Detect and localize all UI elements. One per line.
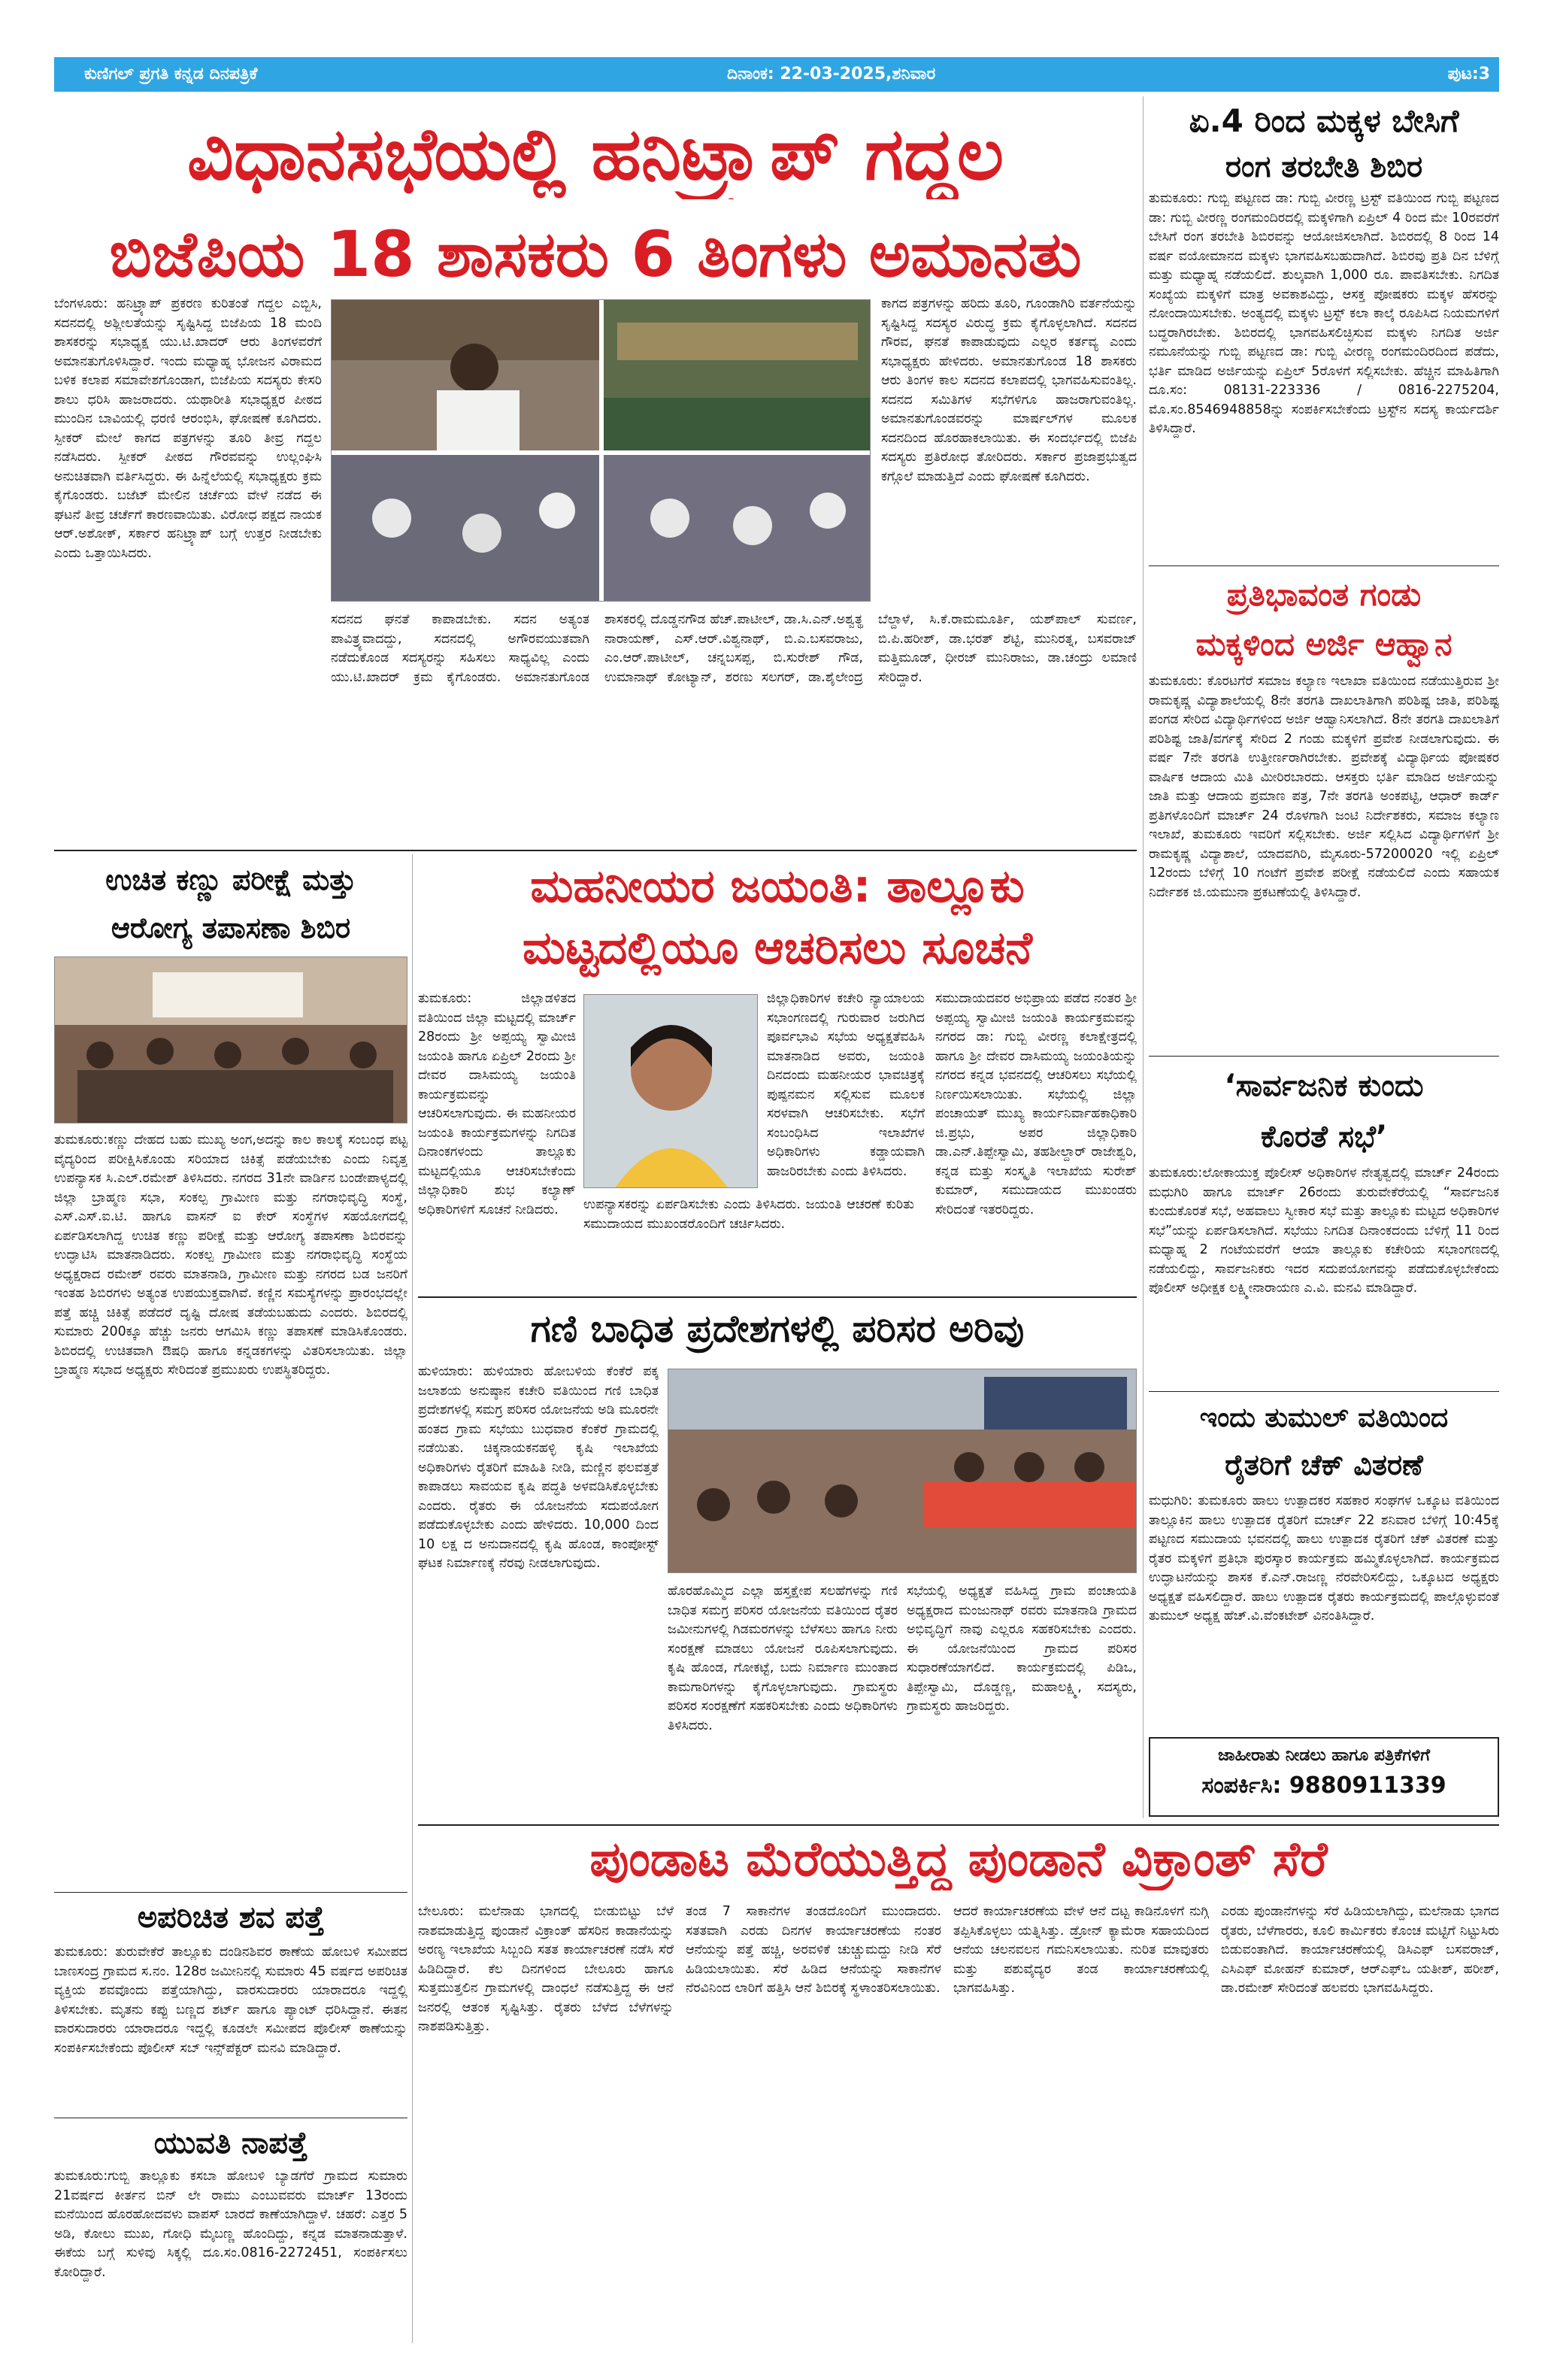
portrait <box>584 995 758 1188</box>
rule-under-jayanti <box>418 1296 1137 1298</box>
vikranth-headline: ಪುಂಡಾಟ ಮೆರೆಯುತ್ತಿದ್ದ ಪುಂಡಾನೆ ವಿಕ್ರಾಂತ್ ಸೆರೆ <box>589 1832 1328 1887</box>
lead-headline-1: ವಿಧಾನಸಭೆಯಲ್ಲಿ ಹನಿಟ್ರ್ಯಾಪ್ ಗದ್ದಲ <box>186 112 1004 196</box>
jayanti-headline-2: ಮಟ್ಟದಲ್ಲಿಯೂ ಆಚರಿಸಲು ಸೂಚನೆ <box>523 922 1032 975</box>
unknown-body-title: ಅಪರಿಚಿತ ಶವ ಪತ್ತೆ <box>137 1900 325 1935</box>
vikranth-col-3: ಆದರೆ ಕಾರ್ಯಾಚರಣೆಯ ವೇಳೆ ಆನೆ ದಟ್ಟ ಕಾಡಿನೊಳಗೆ ನುಗ್ಗಿ ತಪ್ಪಿಸಿಕೊಳ್ಳಲು ಯತ್ನಿಸಿತ್ತು. ಡ್ರೋನ್ ಕ್ಯಾಮೆರಾ ಸಹಾಯದಿಂದ ಆನೆಯ ಚಲನವಲನ ಗಮನಿಸಲಾಯಿತು. ನುರಿತ ಮಾವುತರು ಮತ್ತು ಪಶುವೈದ್ಯರ ತಂಡ ಕಾರ್ಯಾಚರಣೆಯಲ್ಲಿ ಭಾಗವಹಿಸಿತ್ತು. <box>953 1904 1209 1996</box>
rule-right-2 <box>1149 1056 1499 1057</box>
talent-title-2: ಮಕ್ಕಳಿಂದ ಅರ್ಜಿ ಆಹ್ವಾನ <box>1195 626 1453 662</box>
left-column-rule <box>412 854 413 2343</box>
rule-right-3 <box>1149 1391 1499 1392</box>
right-column-rule <box>1143 96 1144 1818</box>
jayanti-col-1: ತುಮಕೂರು: ಜಿಲ್ಲಾಡಳಿತದ ವತಿಯಿಂದ ಜಿಲ್ಲಾ ಮಟ್ಟದಲ್ಲಿ ಮಾರ್ಚ್ 28ರಂದು ಶ್ರೀ ಅಪ್ಪಯ್ಯ ಸ್ವಾಮೀಜಿ ಜಯಂತಿ ಹಾಗೂ ಏಪ್ರಿಲ್ 2ರಂದು ಶ್ರೀ ದೇವರ ದಾಸಿಮಯ್ಯ ಜಯಂತಿ ಕಾರ್ಯಕ್ರಮವನ್ನು ಆಚರಿಸಲಾಗುವುದು. ಈ ಮಹನೀಯರ ಜಯಂತಿ ಕಾರ್ಯಕ್ರಮಗಳನ್ನು ನಿಗದಿತ ದಿನಾಂಕಗಳಂದು ತಾಲ್ಲೂಕು ಮಟ್ಟದಲ್ಲಿಯೂ ಆಚರಿಸಬೇಕೆಂದು ಜಿಲ್ಲಾಧಿಕಾರಿ ಶುಭ ಕಲ್ಯಾಣ್ ಅಧಿಕಾರಿಗಳಿಗೆ ಸೂಚನೆ ನೀಡಿದರು. <box>418 991 576 1217</box>
grievance-title-2: ಕೊರತೆ ಸಭೆ’ <box>1260 1120 1388 1154</box>
eye-title-1: ಉಚಿತ ಕಣ್ಣು ಪರೀಕ್ಷೆ ಮತ್ತು <box>105 863 356 896</box>
issue-date: ದಿನಾಂಕ: 22-03-2025,ಶನಿವಾರ <box>727 65 936 83</box>
jayanti-col-2: ಜಿಲ್ಲಾಧಿಕಾರಿಗಳ ಕಚೇರಿ ನ್ಯಾಯಾಲಯ ಸಭಾಂಗಣದಲ್ಲಿ ಗುರುವಾರ ಜರುಗಿದ ಪೂರ್ವಭಾವಿ ಸಭೆಯ ಅಧ್ಯಕ್ಷತೆವಹಿಸಿ ಮಾತನಾಡಿದ ಅವರು, ಜಯಂತಿ ದಿನದಂದು ಮಹನೀಯರ ಭಾವಚಿತ್ರಕ್ಕೆ ಪುಷ್ಪನಮನ ಸಲ್ಲಿಸುವ ಮೂಲಕ ಸರಳವಾಗಿ ಆಚರಿಸಬೇಕು. ಸಭೆಗೆ ಸಂಬಂಧಿಸಿದ ಇಲಾಖೆಗಳ ಅಧಿಕಾರಿಗಳು ಕಡ್ಡಾಯವಾಗಿ ಹಾಜರಿರಬೇಕು ಎಂದು ತಿಳಿಸಿದರು. <box>767 991 925 1179</box>
deputy-commissioner-photo <box>583 994 758 1188</box>
grievance-body: ತುಮಕೂರು:ಲೋಕಾಯುಕ್ತ ಪೊಲೀಸ್ ಅಧಿಕಾರಿಗಳ ನೇತೃತ್ವದಲ್ಲಿ ಮಾರ್ಚ್ 24ರಂದು ಮಧುಗಿರಿ ಹಾಗೂ ಮಾರ್ಚ್ 26ರಂದು ತುರುವೇಕೆರೆಯಲ್ಲಿ “ಸಾರ್ವಜನಿಕ ಕುಂದುಕೊರತೆ ಸಭೆ, ಅಹವಾಲು ಸ್ವೀಕಾರ ಸಭೆ ಮತ್ತು ತಾಲ್ಲೂಕು ಮಟ್ಟದ ಅಧಿಕಾರಿಗಳ ಸಭೆ”ಯನ್ನು ಏರ್ಪಡಿಸಲಾಗಿದೆ. ಸಭೆಯು ನಿಗದಿತ ದಿನಾಂಕದಂದು ಬೆಳಿಗ್ಗೆ 11 ರಿಂದ ಮಧ್ಯಾಹ್ನ 2 ಗಂಟೆಯವರೆಗೆ ಆಯಾ ತಾಲ್ಲೂಕು ಕಚೇರಿಯ ಸಭಾಂಗಣದಲ್ಲಿ ನಡೆಯಲಿದ್ದು, ಸಾರ್ವಜನಿಕರು ಇದರ ಸದುಪಯೋಗವನ್ನು ಪಡೆದುಕೊಳ್ಳಬೇಕೆಂದು ಪೊಲೀಸ್ ಅಧೀಕ್ಷಕ ಲಕ್ಷ್ಮೀನಾರಾಯಣ ಎ.ವಿ. ಮನವಿ ಮಾಡಿದ್ದಾರೆ. <box>1149 1166 1499 1296</box>
lead-col-3: ಕಾಗದ ಪತ್ರಗಳನ್ನು ಹರಿದು ತೂರಿ, ಗೂಂಡಾಗಿರಿ ವರ್ತನೆಯನ್ನು ಸೃಷ್ಟಿಸಿದ್ದ ಸದಸ್ಯರ ವಿರುದ್ಧ ಕ್ರಮ ಕೈಗೊಳ್ಳಲಾಗಿದೆ. ಸದನದ ಗೌರವ, ಘನತೆ ಕಾಪಾಡುವುದು ಎಲ್ಲರ ಕರ್ತವ್ಯ ಎಂದು ಸಭಾಧ್ಯಕ್ಷರು ಹೇಳಿದರು. ಅಮಾನತುಗೊಂಡ 18 ಶಾಸಕರು ಆರು ತಿಂಗಳ ಕಾಲ ಸದನದ ಕಲಾಪದಲ್ಲಿ ಭಾಗವಹಿಸುವಂತಿಲ್ಲ. ಸದನದ ಸಮಿತಿಗಳ ಸಭೆಗಳಿಗೂ ಹಾಜರಾಗುವಂತಿಲ್ಲ. ಅಮಾನತುಗೊಂಡವರನ್ನು ಮಾರ್ಷಲ್‌ಗಳ ಮೂಲಕ ಸದನದಿಂದ ಹೊರಹಾಕಲಾಯಿತು. ಈ ಸಂದರ್ಭದಲ್ಲಿ ಬಿಜೆಪಿ ಸದಸ್ಯರು ಪ್ರತಿರೋಧ ತೋರಿದರು. ಸರ್ಕಾರ ಪ್ರಜಾಪ್ರಭುತ್ವದ ಕಗ್ಗೊಲೆ ಮಾಡುತ್ತಿದೆ ಎಂದು ಘೋಷಣೆ ಕೂಗಿದರು. <box>881 296 1137 484</box>
rule-under-mining <box>418 1824 1499 1826</box>
ad-line-2: ಸಂಪರ್ಕಿಸಿ: 9880911339 <box>1201 1772 1446 1799</box>
eye-camp-photo <box>54 957 407 1123</box>
tumul-title-2: ರೈತರಿಗೆ ಚೆಕ್ ವಿತರಣೆ <box>1225 1448 1423 1481</box>
right-top-title-2: ರಂಗ ತರಬೇತಿ ಶಿಬಿರ <box>1225 150 1423 184</box>
masthead-title: ಕುಣಿಗಲ್ ಪ್ರಗತಿ ಕನ್ನಡ ದಿನಪತ್ರಿಕೆ <box>84 65 258 83</box>
vikranth-col-2: ತಂಡ 7 ಸಾಕಾನೆಗಳ ತಂಡದೊಂದಿಗೆ ಮುಂದಾದರು. ಸತತವಾಗಿ ಎರಡು ದಿನಗಳ ಕಾರ್ಯಾಚರಣೆಯ ನಂತರ ಆನೆಯನ್ನು ಪತ್ತೆ ಹಚ್ಚಿ, ಅರವಳಿಕೆ ಚುಚ್ಚುಮದ್ದು ನೀಡಿ ಸೆರೆ ಹಿಡಿಯಲಾಯಿತು. ಸೆರೆ ಹಿಡಿದ ಆನೆಯನ್ನು ಸಾಕಾನೆಗಳ ನೆರವಿನಿಂದ ಲಾರಿಗೆ ಹತ್ತಿಸಿ ಆನೆ ಶಿಬಿರಕ್ಕೆ ಸ್ಥಳಾಂತರಿಸಲಾಯಿತು. <box>686 1904 941 1996</box>
eye-title-2: ಆರೋಗ್ಯ ತಪಾಸಣಾ ಶಿಬಿರ <box>111 911 351 944</box>
unknown-body-text: ತುಮಕೂರು: ತುರುವೇಕೆರೆ ತಾಲ್ಲೂಕು ದಂಡಿನಶಿವರ ಠಾಣೆಯ ಹೋಬಳಿ ಸಮೀಪದ ಬಾಣಸಂದ್ರ ಗ್ರಾಮದ ಸ.ನಂ. 128ರ ಜಮೀನಿನಲ್ಲಿ ಸುಮಾರು 45 ವರ್ಷದ ಅಪರಿಚಿತ ವ್ಯಕ್ತಿಯ ಶವವೊಂದು ಪತ್ತೆಯಾಗಿದ್ದು, ವಾರಸುದಾರರು ಯಾರಾದರೂ ಇದ್ದಲ್ಲಿ ತಿಳಿಸಬೇಕು. ಮೃತನು ಕಪ್ಪು ಬಣ್ಣದ ಶರ್ಟ್ ಹಾಗೂ ಪ್ಯಾಂಟ್ ಧರಿಸಿದ್ದಾನೆ. ಈತನ ವಾರಸುದಾರರು ಯಾರಾದರೂ ಇದ್ದಲ್ಲಿ ಕೂಡಲೇ ಸಮೀಪದ ಪೊಲೀಸ್ ಠಾಣೆಯನ್ನು ಸಂಪರ್ಕಿಸಬೇಕೆಂದು ಪೊಲೀಸ್ ಸಬ್ ಇನ್ಸ್‌ಪೆಕ್ಟರ್ ಮನವಿ ಮಾಡಿದ್ದಾರೆ. <box>54 1945 407 2056</box>
jayanti-headline-1: ಮಹನೀಯರ ಜಯಂತಿ: ತಾಲ್ಲೂಕು <box>530 860 1025 913</box>
masthead-bar <box>54 57 1499 92</box>
vikranth-col-1: ಬೇಲೂರು: ಮಲೆನಾಡು ಭಾಗದಲ್ಲಿ ಬೀಡುಬಿಟ್ಟು ಬೆಳೆ ನಾಶಮಾಡುತ್ತಿದ್ದ ಪುಂಡಾನೆ ವಿಕ್ರಾಂತ್ ಹೆಸರಿನ ಕಾಡಾನೆಯನ್ನು ಅರಣ್ಯ ಇಲಾಖೆಯ ಸಿಬ್ಬಂದಿ ಸತತ ಕಾರ್ಯಾಚರಣೆ ನಡೆಸಿ ಸೆರೆ ಹಿಡಿದಿದ್ದಾರೆ. ಕೆಲ ದಿನಗಳಿಂದ ಬೇಲೂರು ಹಾಗೂ ಸುತ್ತಮುತ್ತಲಿನ ಗ್ರಾಮಗಳಲ್ಲಿ ದಾಂಧಲೆ ನಡೆಸುತ್ತಿದ್ದ ಈ ಆನೆ ಜನರಲ್ಲಿ ಆತಂಕ ಸೃಷ್ಟಿಸಿತ್ತು. ರೈತರು ಬೆಳೆದ ಬೆಳೆಗಳನ್ನು ನಾಶಪಡಿಸುತ್ತಿತ್ತು. <box>418 1904 674 2034</box>
meeting-scene <box>668 1369 1137 1573</box>
eye-camp-scene <box>55 957 407 1123</box>
lead-continuation: ಸದನದ ಘನತೆ ಕಾಪಾಡಬೇಕು. ಸದನ ಅತ್ಯಂತ ಪಾವಿತ್ರ್ಯವಾದದ್ದು, ಸದನದಲ್ಲಿ ಅಗೌರವಯುತವಾಗಿ ನಡೆದುಕೊಂಡ ಸದಸ್ಯರನ್ನು ಸಹಿಸಲು ಸಾಧ್ಯವಿಲ್ಲ ಎಂದು ಯು.ಟಿ.ಖಾದರ್ ಕ್ರಮ ಕೈಗೊಂಡರು. ಅಮಾನತುಗೊಂಡ ಶಾಸಕರಲ್ಲಿ ದೊಡ್ಡನಗೌಡ ಹೆಚ್.ಪಾಟೀಲ್, ಡಾ.ಸಿ.ಎನ್.ಅಶ್ವತ್ಥ ನಾರಾಯಣ್, ಎಸ್.ಆರ್.ವಿಶ್ವನಾಥ್, ಬಿ.ಎ.ಬಸವರಾಜು, ಎಂ.ಆರ್.ಪಾಟೀಲ್, ಚನ್ನಬಸಪ್ಪ, ಬಿ.ಸುರೇಶ್ ಗೌಡ, ಉಮಾನಾಥ್ ಕೋಟ್ಯಾನ್, ಶರಣು ಸಲಗರ್, ಡಾ.ಶೈಲೇಂದ್ರ ಬೆಲ್ದಾಳೆ, ಸಿ.ಕೆ.ರಾಮಮೂರ್ತಿ, ಯಶ್‌ಪಾಲ್ ಸುವರ್ಣ, ಬಿ.ಪಿ.ಹರೀಶ್, ಡಾ.ಭರತ್ ಶೆಟ್ಟಿ, ಮುನಿರತ್ನ, ಬಸವರಾಜ್ ಮತ್ತಿಮೂಡ್, ಧೀರಜ್ ಮುನಿರಾಜು, ಡಾ.ಚಂದ್ರು ಲಮಾಣಿ ಸೇರಿದ್ದಾರೆ. <box>331 612 1137 685</box>
jayanti-col-3: ಸಮುದಾಯದವರ ಅಭಿಪ್ರಾಯ ಪಡೆದ ನಂತರ ಶ್ರೀ ಅಪ್ಪಯ್ಯ ಸ್ವಾಮೀಜಿ ಜಯಂತಿ ಕಾರ್ಯಕ್ರಮವನ್ನು ನಗರದ ಡಾ: ಗುಬ್ಬಿ ವೀರಣ್ಣ ಕಲಾಕ್ಷೇತ್ರದಲ್ಲಿ ಹಾಗೂ ಶ್ರೀ ದೇವರ ದಾಸಿಮಯ್ಯ ಜಯಂತಿಯನ್ನು ನಗರದ ಕನ್ನಡ ಭವನದಲ್ಲಿ ಆಚರಿಸಲು ಸಭೆಯಲ್ಲಿ ನಿರ್ಣಯಿಸಲಾಯಿತು. ಸಭೆಯಲ್ಲಿ ಜಿಲ್ಲಾ ಪಂಚಾಯತ್ ಮುಖ್ಯ ಕಾರ್ಯನಿರ್ವಾಹಕಾಧಿಕಾರಿ ಜಿ.ಪ್ರಭು, ಅಪರ ಜಿಲ್ಲಾಧಿಕಾರಿ ಡಾ.ಎನ್.ತಿಪ್ಪೇಸ್ವಾಮಿ, ತಹಶೀಲ್ದಾರ್ ರಾಜೇಶ್ವರಿ, ಕನ್ನಡ ಮತ್ತು ಸಂಸ್ಕೃತಿ ಇಲಾಖೆಯ ಸುರೇಶ್ ಕುಮಾರ್, ಸಮುದಾಯದ ಮುಖಂಡರು ಸೇರಿದಂತೆ ಇತರರಿದ್ದರು. <box>935 991 1137 1217</box>
mining-meeting-photo <box>668 1369 1137 1573</box>
vikranth-col-4: ಎರಡು ಪುಂಡಾನೆಗಳನ್ನು ಸೆರೆ ಹಿಡಿಯಲಾಗಿದ್ದು, ಮಲೆನಾಡು ಭಾಗದ ರೈತರು, ಬೆಳೆಗಾರರು, ಕೂಲಿ ಕಾರ್ಮಿಕರು ಕೊಂಚ ಮಟ್ಟಿಗೆ ನಿಟ್ಟುಸಿರು ಬಿಡುವಂತಾಗಿದೆ. ಕಾರ್ಯಾಚರಣೆಯಲ್ಲಿ ಡಿಸಿಎಫ್ ಬಸವರಾಜ್, ಎಸಿಎಫ್ ಮೋಹನ್ ಕುಮಾರ್, ಆರ್‌ಎಫ್‌ಒ ಯತೀಶ್, ಹರೀಶ್, ಡಾ.ರಮೇಶ್ ಸೇರಿದಂತೆ ಹಲವರು ಭಾಗವಹಿಸಿದ್ದರು. <box>1221 1904 1499 1996</box>
lead-col-1: ಬೆಂಗಳೂರು: ಹನಿಟ್ರ್ಯಾಪ್ ಪ್ರಕರಣ ಕುರಿತಂತೆ ಗದ್ದಲ ಎಬ್ಬಿಸಿ, ಸದನದಲ್ಲಿ ಅಶ್ಲೀಲತೆಯನ್ನು ಸೃಷ್ಟಿಸಿದ್ದ ಬಿಜೆಪಿಯ 18 ಮಂದಿ ಶಾಸಕರನ್ನು ಸಭಾಧ್ಯಕ್ಷ ಯು.ಟಿ.ಖಾದರ್ ಆರು ತಿಂಗಳವರೆಗೆ ಅಮಾನತುಗೊಳಿಸಿದ್ದಾರೆ. ಇಂದು ಮಧ್ಯಾಹ್ನ ಭೋಜನ ವಿರಾಮದ ಬಳಿಕ ಕಲಾಪ ಸಮಾವೇಶಗೊಂಡಾಗ, ಬಿಜೆಪಿಯ ಸದಸ್ಯರು ಕೇಸರಿ ಶಾಲು ಧರಿಸಿ ಹಾಜರಾದರು. ಯಥಾರೀತಿ ಸಭಾಧ್ಯಕ್ಷರ ಪೀಠದ ಮುಂದಿನ ಬಾವಿಯಲ್ಲಿ ಧರಣಿ ಆರಂಭಿಸಿ, ಘೋಷಣೆ ಕೂಗಿದರು. ಸ್ಪೀಕರ್ ಮೇಲೆ ಕಾಗದ ಪತ್ರಗಳನ್ನು ತೂರಿ ತೀವ್ರ ಗದ್ದಲ ನಡೆಸಿದರು. ಸ್ಪೀಕರ್ ಪೀಠದ ಗೌರವವನ್ನು ಉಲ್ಲಂಘಿಸಿ ಅನುಚಿತವಾಗಿ ವರ್ತಿಸಿದ್ದರು. ಈ ಹಿನ್ನೆಲೆಯಲ್ಲಿ ಸಭಾಧ್ಯಕ್ಷರು ಕ್ರಮ ಕೈಗೊಂಡರು. ಬಜೆಟ್ ಮೇಲಿನ ಚರ್ಚೆಯ ವೇಳೆ ನಡೆದ ಈ ಘಟನೆ ತೀವ್ರ ಚರ್ಚೆಗೆ ಕಾರಣವಾಯಿತು. ವಿರೋಧ ಪಕ್ಷದ ನಾಯಕ ಆರ್.ಅಶೋಕ್, ಸರ್ಕಾರ ಹನಿಟ್ರ್ಯಾಪ್ ಬಗ್ಗೆ ಉತ್ತರ ನೀಡಬೇಕು ಎಂದು ಒತ್ತಾಯಿಸಿದರು. <box>54 296 322 561</box>
mining-col-3: ಸಭೆಯಲ್ಲಿ ಅಧ್ಯಕ್ಷತೆ ವಹಿಸಿದ್ದ ಗ್ರಾಮ ಪಂಚಾಯತಿ ಅಧ್ಯಕ್ಷರಾದ ಮಂಜುನಾಥ್ ರವರು ಮಾತನಾಡಿ ಗ್ರಾಮದ ಅಭಿವೃದ್ಧಿಗೆ ನಾವು ಎಲ್ಲರೂ ಸಹಕರಿಸಬೇಕು ಎಂದರು. ಈ ಯೋಜನೆಯಿಂದ ಗ್ರಾಮದ ಪರಿಸರ ಸುಧಾರಣೆಯಾಗಲಿದೆ. ಕಾರ್ಯಕ್ರಮದಲ್ಲಿ ಪಿಡಿಒ, ತಿಪ್ಪೇಸ್ವಾಮಿ, ದೊಡ್ಡಣ್ಣ, ಮಹಾಲಕ್ಷ್ಮಿ, ಸದಸ್ಯರು, ಗ್ರಾಮಸ್ಥರು ಹಾಜರಿದ್ದರು. <box>907 1584 1137 1714</box>
right-top-body: ತುಮಕೂರು: ಗುಬ್ಬಿ ಪಟ್ಟಣದ ಡಾ: ಗುಬ್ಬಿ ವೀರಣ್ಣ ಟ್ರಸ್ಟ್ ವತಿಯಿಂದ ಗುಬ್ಬಿ ಪಟ್ಟಣದ ಡಾ: ಗುಬ್ಬಿ ವೀರಣ್ಣ ರಂಗಮಂದಿರದಲ್ಲಿ ಮಕ್ಕಳಿಗಾಗಿ ಏಪ್ರಿಲ್ 4 ರಿಂದ ಮೇ 10ರವರೆಗೆ ಬೇಸಿಗೆ ರಂಗ ತರಬೇತಿ ಶಿಬಿರವನ್ನು ಆಯೋಜಿಸಲಾಗಿದೆ. ಶಿಬಿರದಲ್ಲಿ 8 ರಿಂದ 14 ವರ್ಷ ವಯೋಮಾನದ ಮಕ್ಕಳು ಭಾಗವಹಿಸಬಹುದಾಗಿದೆ. ಶಿಬಿರವು ಪ್ರತಿ ದಿನ ಬೆಳಿಗ್ಗೆ ಮತ್ತು ಮಧ್ಯಾಹ್ನ ನಡೆಯಲಿದೆ. ಶುಲ್ಕವಾಗಿ 1,000 ರೂ. ಪಾವತಿಸಬೇಕು. ನಿಗದಿತ ಸಂಖ್ಯೆಯ ಮಕ್ಕಳಿಗೆ ಮಾತ್ರ ಅವಕಾಶವಿದ್ದು, ಆಸಕ್ತ ಪೋಷಕರು ಮಕ್ಕಳ ಹೆಸರನ್ನು ನೋಂದಾಯಿಸಬೇಕು. ಅಂತ್ಯದಲ್ಲಿ ಮಕ್ಕಳು ಟ್ರಸ್ಟ್ ಕಲಾ ಕಾಲ್ಕೆ ರೂಪಿಸಿದ ನಿಯಮಗಳಿಗೆ ಬದ್ಧರಾಗಿರಬೇಕು. ಶಿಬಿರದಲ್ಲಿ ಭಾಗವಹಿಸಲಿಚ್ಛಿಸುವ ಮಕ್ಕಳು ನಿಗದಿತ ಅರ್ಜಿ ನಮೂನೆಯನ್ನು ಗುಬ್ಬಿ ಪಟ್ಟಣದ ಡಾ: ಗುಬ್ಬಿ ವೀರಣ್ಣ ರಂಗಮಂದಿರದಿಂದ ಪಡೆದು, ಭರ್ತಿ ಮಾಡಿದ ಅರ್ಜಿಯನ್ನು ಏಪ್ರಿಲ್ 5ರೊಳಗೆ ಸಲ್ಲಿಸಬೇಕು. ಹೆಚ್ಚಿನ ಮಾಹಿತಿಗಾಗಿ ದೂ.ಸಂ: 08131-223336 / 0816-2275204, ಮೊ.ಸಂ.8546948858ನ್ನು ಸಂಪರ್ಕಿಸಬೇಕೆಂದು ಟ್ರಸ್ಟ್‌ನ ಸದಸ್ಯ ಕಾರ್ಯದರ್ಶಿ ತಿಳಿಸಿದ್ದಾರೆ. <box>1149 191 1499 436</box>
right-top-title-1: ಏ.4 ರಿಂದ ಮಕ್ಕಳ ಬೇಸಿಗೆ <box>1189 102 1459 139</box>
talent-body: ತುಮಕೂರು: ಕೊರಟಗೆರೆ ಸಮಾಜ ಕಲ್ಯಾಣ ಇಲಾಖಾ ವತಿಯಿಂದ ನಡೆಯುತ್ತಿರುವ ಶ್ರೀ ರಾಮಕೃಷ್ಣ ವಿದ್ಯಾಶಾಲೆಯಲ್ಲಿ 8ನೇ ತರಗತಿ ದಾಖಲಾತಿಗಾಗಿ ಪರಿಶಿಷ್ಟ ಜಾತಿ, ಪರಿಶಿಷ್ಟ ಪಂಗಡ ಸೇರಿದ ವಿದ್ಯಾರ್ಥಿಗಳಿಂದ ಅರ್ಜಿ ಆಹ್ವಾನಿಸಲಾಗಿದೆ. 8ನೇ ತರಗತಿ ದಾಖಲಾತಿಗೆ ಪರಿಶಿಷ್ಟ ಜಾತಿ/ವರ್ಗಕ್ಕೆ ಸೇರಿದ 2 ಗಂಡು ಮಕ್ಕಳಿಗೆ ಪ್ರವೇಶ ನೀಡಲಾಗುವುದು. ಈ ವರ್ಷ 7ನೇ ತರಗತಿ ಉತ್ತೀರ್ಣರಾಗಿರಬೇಕು. ಪ್ರವೇಶಕ್ಕೆ ವಿದ್ಯಾರ್ಥಿಯ ಪೋಷಕರ ವಾರ್ಷಿಕ ಆದಾಯ ಮಿತಿ ಮೀರಿರಬಾರದು. ಆಸಕ್ತರು ಭರ್ತಿ ಮಾಡಿದ ಅರ್ಜಿಯನ್ನು ಜಾತಿ ಮತ್ತು ಆದಾಯ ಪ್ರಮಾಣ ಪತ್ರ, 7ನೇ ತರಗತಿ ಅಂಕಪಟ್ಟಿ, ಆಧಾರ್ ಕಾರ್ಡ್ ಪ್ರತಿಗಳೊಂದಿಗೆ ಮಾರ್ಚ್ 24 ರೊಳಗಾಗಿ ಜಂಟಿ ನಿರ್ದೇಶಕರು, ಸಮಾಜ ಕಲ್ಯಾಣ ಇಲಾಖೆ, ತುಮಕೂರು ಇವರಿಗೆ ಸಲ್ಲಿಸಬೇಕು. ಅರ್ಜಿ ಸಲ್ಲಿಸಿದ ವಿದ್ಯಾರ್ಥಿಗಳಿಗೆ ಶ್ರೀ ರಾಮಕೃಷ್ಣ ವಿದ್ಯಾಶಾಲೆ, ಯಾದವಗಿರಿ, ಮೈಸೂರು-57200020 ಇಲ್ಲಿ ಏಪ್ರಿಲ್ 12ರಂದು ಬೆಳಿಗ್ಗೆ 10 ಗಂಟೆಗೆ ಪ್ರವೇಶ ಪರೀಕ್ಷೆ ನಡೆಯಲಿದೆ ಎಂದು ಸಹಾಯಕ ನಿರ್ದೇಶಕ ಜಿ.ಯಮುನಾ ಪ್ರಕಟಣೆಯಲ್ಲಿ ತಿಳಿಸಿದ್ದಾರೆ. <box>1149 674 1499 900</box>
tumul-title-1: ಇಂದು ತುಮುಲ್ ವತಿಯಿಂದ <box>1199 1402 1449 1433</box>
tumul-body: ಮಧುಗಿರಿ: ತುಮಕೂರು ಹಾಲು ಉತ್ಪಾದಕರ ಸಹಕಾರ ಸಂಘಗಳ ಒಕ್ಕೂಟ ವತಿಯಿಂದ ತಾಲ್ಲೂಕಿನ ಹಾಲು ಉತ್ಪಾದಕ ರೈತರಿಗೆ ಮಾರ್ಚ್ 22 ಶನಿವಾರ ಬೆಳಿಗ್ಗೆ 10:45ಕ್ಕೆ ಪಟ್ಟಣದ ಸಮುದಾಯ ಭವನದಲ್ಲಿ ಹಾಲು ಉತ್ಪಾದಕ ರೈತರಿಗೆ ಚೆಕ್ ವಿತರಣೆ ಮತ್ತು ರೈತರ ಮಕ್ಕಳಿಗೆ ಪ್ರತಿಭಾ ಪುರಸ್ಕಾರ ಕಾರ್ಯಕ್ರಮ ಹಮ್ಮಿಕೊಳ್ಳಲಾಗಿದೆ. ಕಾರ್ಯಕ್ರಮದ ಉದ್ಘಾಟನೆಯನ್ನು ಶಾಸಕ ಕೆ.ಎನ್.ರಾಜಣ್ಣ ನೆರವೇರಿಸಲಿದ್ದು, ಒಕ್ಕೂಟದ ಅಧ್ಯಕ್ಷರು ಅಧ್ಯಕ್ಷತೆ ವಹಿಸಲಿದ್ದಾರೆ. ಹಾಲು ಉತ್ಪಾದಕ ರೈತರು ಕಾರ್ಯಕ್ರಮದಲ್ಲಿ ಪಾಲ್ಗೊಳ್ಳುವಂತೆ ತುಮುಲ್ ಅಧ್ಯಕ್ಷ ಹೆಚ್.ವಿ.ವೆಂಕಟೇಶ್ ವಿನಂತಿಸಿದ್ದಾರೆ. <box>1149 1493 1499 1624</box>
grievance-title-1: ‘ಸಾರ್ವಜನಿಕ ಕುಂದು <box>1224 1069 1424 1103</box>
lead-headline-2: ಬಿಜೆಪಿಯ 18 ಶಾಸಕರು 6 ತಿಂಗಳು ಅಮಾನತು <box>109 217 1082 291</box>
mining-col-1: ಹುಳಿಯಾರು: ಹುಳಿಯಾರು ಹೋಬಳಿಯ ಕೆಂಕೆರೆ ಪಕ್ಕ ಜಲಾಶಯ ಅನುಷ್ಠಾನ ಕಚೇರಿ ವತಿಯಿಂದ ಗಣಿ ಬಾಧಿತ ಪ್ರದೇಶಗಳಲ್ಲಿ ಸಮಗ್ರ ಪರಿಸರ ಯೋಜನೆಯ ಅಡಿ ಮೂರನೇ ಹಂತದ ಗ್ರಾಮ ಸಭೆಯು ಬುಧವಾರ ಕೆಂಕೆರೆ ಗ್ರಾಮದಲ್ಲಿ ನಡೆಯಿತು. ಚಿಕ್ಕನಾಯಕನಹಳ್ಳಿ ಕೃಷಿ ಇಲಾಖೆಯ ಅಧಿಕಾರಿಗಳು ರೈತರಿಗೆ ಮಾಹಿತಿ ನೀಡಿ, ಮಣ್ಣಿನ ಫಲವತ್ತತೆ ಕಾಪಾಡಲು ಸಾವಯವ ಕೃಷಿ ಪದ್ಧತಿ ಅಳವಡಿಸಿಕೊಳ್ಳಬೇಕು ಎಂದರು. ರೈತರು ಈ ಯೋಜನೆಯ ಸದುಪಯೋಗ ಪಡೆದುಕೊಳ್ಳಬೇಕು ಎಂದು ಹೇಳಿದರು. 10,000 ದಿಂದ 10 ಲಕ್ಷ ದ ಅನುದಾನದಲ್ಲಿ ಕೃಷಿ ಹೊಂಡ, ಕಾಂಪೋಸ್ಟ್ ಘಟಕ ನಿರ್ಮಾಣಕ್ಕೆ ನೆರವು ನೀಡಲಾಗುವುದು. <box>418 1364 659 1571</box>
assembly-photo-grid <box>331 299 871 602</box>
jayanti-tail: ಉಪನ್ಯಾಸಕರನ್ನು ಏರ್ಪಡಿಸಬೇಕು ಎಂದು ತಿಳಿಸಿದರು. ಜಯಂತಿ ಆಚರಣೆ ಕುರಿತು ಸಮುದಾಯದ ಮುಖಂಡರೊಂದಿಗೆ ಚರ್ಚಿಸಿದರು. <box>583 1197 914 1232</box>
missing-body: ತುಮಕೂರು:ಗುಬ್ಬಿ ತಾಲ್ಲೂಕು ಕಸಬಾ ಹೋಬಳಿ ಬ್ಯಾಡಗೆರೆ ಗ್ರಾಮದ ಸುಮಾರು 21ವರ್ಷದ ಕೀರ್ತನ ಬಿನ್ ಲೇ ರಾಮು ಎಂಬುವವರು ಮಾರ್ಚ್ 13ರಂದು ಮನೆಯಿಂದ ಹೊರಹೋದವಳು ವಾಪಸ್ ಬಾರದೆ ಕಾಣೆಯಾಗಿದ್ದಾಳೆ. ಚಹರೆ: ಎತ್ತರ 5 ಅಡಿ, ಕೋಲು ಮುಖ, ಗೋಧಿ ಮೈಬಣ್ಣ ಹೊಂದಿದ್ದು, ಕನ್ನಡ ಮಾತನಾಡುತ್ತಾಳೆ. ಈಕೆಯ ಬಗ್ಗೆ ಸುಳಿವು ಸಿಕ್ಕಲ್ಲಿ ದೂ.ಸಂ.0816-2272451, ಸಂಪರ್ಕಿಸಲು ಕೋರಿದ್ದಾರೆ. <box>54 2169 407 2280</box>
rule-right-1 <box>1149 565 1499 566</box>
eye-body: ತುಮಕೂರು:ಕಣ್ಣು ದೇಹದ ಬಹು ಮುಖ್ಯ ಅಂಗ,ಅದನ್ನು ಕಾಲ ಕಾಲಕ್ಕೆ ಸಂಬಂಧ ಪಟ್ಟ ವೈದ್ಯರಿಂದ ಪರೀಕ್ಷಿಸಿಕೊಂಡು ಸರಿಯಾದ ಚಿಕಿತ್ಸೆ ಪಡೆಯಬೇಕು ಎಂದು ನಿವೃತ್ತ ಉಪನ್ಯಾಸಕ ಸಿ.ಎಲ್.ರಮೇಶ್ ತಿಳಿಸಿದರು. ನಗರದ 31ನೇ ವಾರ್ಡಿನ ಬಂಡೇಪಾಳ್ಯದಲ್ಲಿ ಜಿಲ್ಲಾ ಬ್ರಾಹ್ಮಣ ಸಭಾ, ಸಂಕಲ್ಪ ಗ್ರಾಮೀಣ ಮತ್ತು ನಗರಾಭಿವೃದ್ಧಿ ಸಂಸ್ಥೆ, ಎಸ್.ಎಸ್.ಐ.ಟಿ. ಹಾಗೂ ವಾಸನ್ ಐ ಕೇರ್ ಸಂಸ್ಥೆಗಳ ಸಹಯೋಗದಲ್ಲಿ ಏರ್ಪಡಿಸಲಾಗಿದ್ದ ಉಚಿತ ಕಣ್ಣು ಪರೀಕ್ಷೆ ಮತ್ತು ಆರೋಗ್ಯ ತಪಾಸಣಾ ಶಿಬಿರವನ್ನು ಉದ್ಘಾಟಿಸಿ ಮಾತನಾಡಿದರು. ಸಂಕಲ್ಪ ಗ್ರಾಮೀಣ ಮತ್ತು ನಗರಾಭಿವೃದ್ಧಿ ಸಂಸ್ಥೆಯ ಅಧ್ಯಕ್ಷರಾದ ರಮೇಶ್ ರವರು ಮಾತನಾಡಿ, ಗ್ರಾಮೀಣ ಮತ್ತು ನಗರದ ಬಡ ಜನರಿಗೆ ಇಂತಹ ಶಿಬಿರಗಳು ಅತ್ಯಂತ ಉಪಯುಕ್ತವಾಗಿವೆ. ಕಣ್ಣಿನ ಸಮಸ್ಯೆಗಳನ್ನು ಪ್ರಾರಂಭದಲ್ಲೇ ಪತ್ತೆ ಹಚ್ಚಿ ಚಿಕಿತ್ಸೆ ಪಡೆದರೆ ದೃಷ್ಟಿ ದೋಷ ತಡೆಯಬಹುದು ಎಂದರು. ಶಿಬಿರದಲ್ಲಿ ಸುಮಾರು 200ಕ್ಕೂ ಹೆಚ್ಚು ಜನರು ಆಗಮಿಸಿ ಕಣ್ಣು ತಪಾಸಣೆ ಮಾಡಿಸಿಕೊಂಡರು. ಶಿಬಿರದಲ್ಲಿ ಉಚಿತವಾಗಿ ಔಷಧಿ ಹಾಗೂ ಕನ್ನಡಕಗಳನ್ನು ವಿತರಿಸಲಾಯಿತು. ಜಿಲ್ಲಾ ಬ್ರಾಹ್ಮಣ ಸಭಾದ ಅಧ್ಯಕ್ಷರು ಸೇರಿದಂತೆ ಪ್ರಮುಖರು ಉಪಸ್ಥಿತರಿದ್ದರು. <box>54 1132 407 1378</box>
mining-col-2: ಹೊರಹೊಮ್ಮಿದ ಎಲ್ಲಾ ಹಸ್ತಕ್ಷೇಪ ಸಲಹೆಗಳನ್ನು ಗಣಿ ಬಾಧಿತ ಸಮಗ್ರ ಪರಿಸರ ಯೋಜನೆಯ ವತಿಯಿಂದ ರೈತರ ಜಮೀನುಗಳಲ್ಲಿ ಗಿಡಮರಗಳನ್ನು ಬೆಳೆಸಲು ಹಾಗೂ ನೀರು ಸಂರಕ್ಷಣೆ ಮಾಡಲು ಯೋಜನೆ ರೂಪಿಸಲಾಗುವುದು. ಕೃಷಿ ಹೊಂಡ, ಗೋಕಟ್ಟೆ, ಬದು ನಿರ್ಮಾಣ ಮುಂತಾದ ಕಾಮಗಾರಿಗಳನ್ನು ಕೈಗೊಳ್ಳಲಾಗುವುದು. ಗ್ರಾಮಸ್ಥರು ಪರಿಸರ ಸಂರಕ್ಷಣೆಗೆ ಸಹಕರಿಸಬೇಕು ಎಂದು ಅಧಿಕಾರಿಗಳು ತಿಳಿಸಿದರು. <box>668 1584 898 1733</box>
rule-left-1 <box>54 1892 407 1893</box>
missing-title: ಯುವತಿ ನಾಪತ್ತೆ <box>153 2126 308 2160</box>
talent-title-1: ಪ್ರತಿಭಾವಂತ ಗಂಡು <box>1226 576 1422 613</box>
page-number: ಪುಟ:3 <box>1447 65 1490 83</box>
mining-headline: ಗಣಿ ಬಾಧಿತ ಪ್ರದೇಶಗಳಲ್ಲಿ ಪರಿಸರ ಅರಿವು <box>530 1307 1025 1351</box>
ad-box <box>1149 1737 1499 1817</box>
rule-under-lead <box>54 850 1137 851</box>
ad-line-1: ಜಾಹೀರಾತು ನೀಡಲು ಹಾಗೂ ಪತ್ರಿಕೆಗಳಿಗೆ <box>1218 1746 1430 1765</box>
assembly-photos <box>332 300 871 602</box>
